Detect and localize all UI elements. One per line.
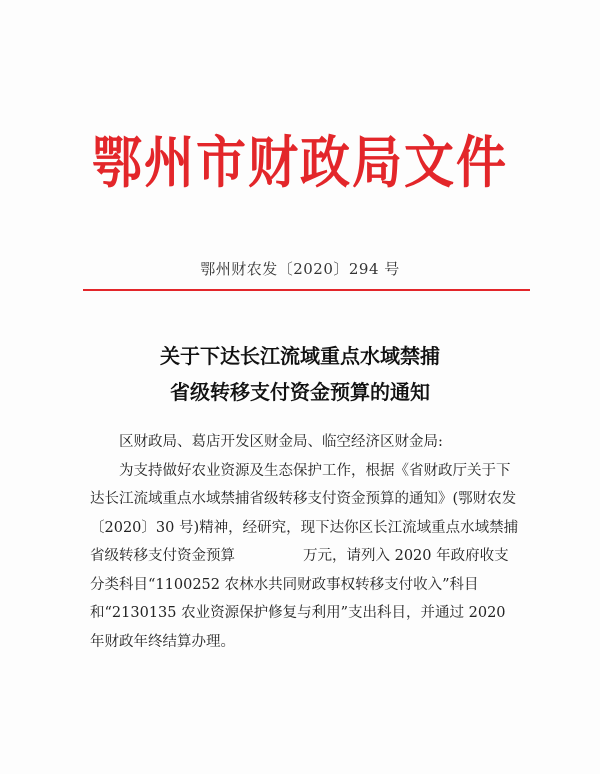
masthead-title: 鄂州市财政局文件 (92, 129, 508, 196)
main-paragraph (90, 457, 520, 657)
document-number: 鄂州财农发〔2020〕294 号 (200, 260, 400, 278)
notice-title-line-1: 关于下达长江流域重点水域禁捕 (160, 344, 440, 368)
addressee: 区财政局、葛店开发区财金局、临空经济区财金局: (119, 434, 443, 450)
main-paragraph-part-2: 万元，请列入 2020 年政府收支分类科目“1100252 农林水共同财政事权转移支付收入”科目和“2130135 农业资源保护修复与利用”支出科目，并通过 2020 年财政年终结算办理。 (90, 548, 509, 650)
notice-title-line-2: 省级转移支付资金预算的通知 (170, 380, 430, 404)
red-divider (83, 289, 530, 291)
notice-title (0, 338, 600, 410)
main-paragraph-part-1: 为支持做好农业资源及生态保护工作，根据《省财政厅关于下达长江流域重点水域禁捕省级转移支付资金预算的通知》(鄂财农发〔2020〕30 号)精神，经研究，现下达你区长江流域重点水域禁捕省级转移支付资金预算 (90, 462, 519, 564)
notice-body (90, 428, 520, 656)
